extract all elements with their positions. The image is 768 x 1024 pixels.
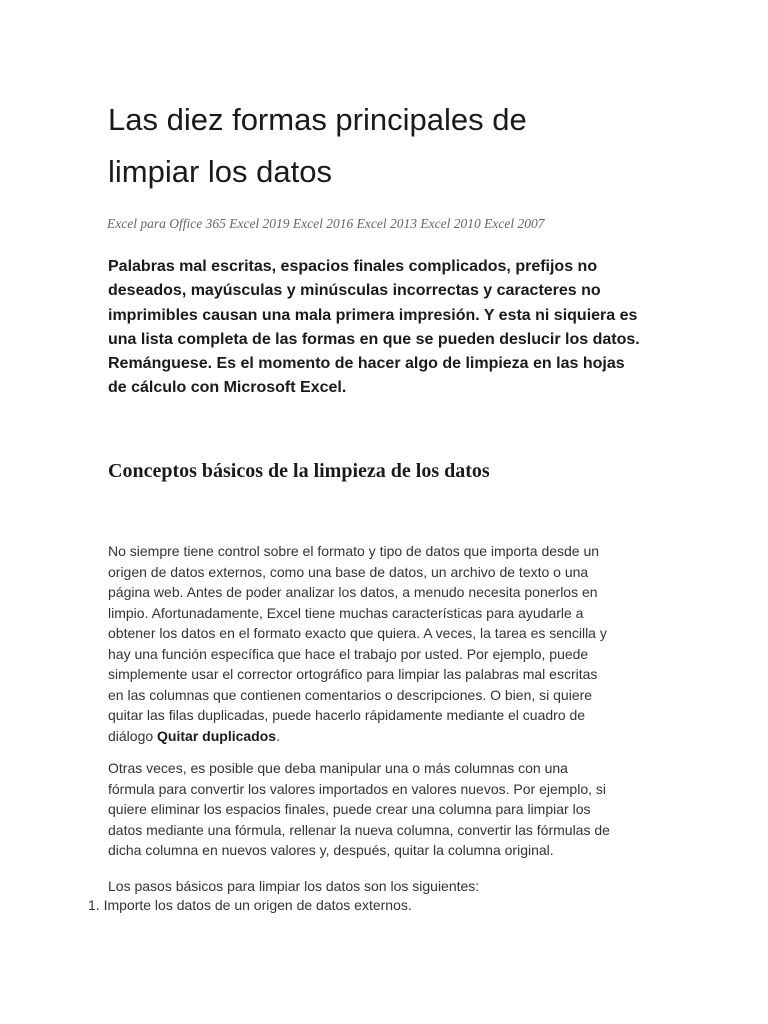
paragraph-line: quiere eliminar los espacios finales, puede crear una columna para limpiar los	[108, 801, 591, 817]
intro-line: de cálculo con Microsoft Excel.	[108, 379, 347, 397]
paragraph-line: Otras veces, es posible que deba manipular una o más columnas con una	[108, 760, 568, 776]
title-line-2: limpiar los datos	[108, 154, 332, 189]
list-item-number: 1.	[88, 897, 100, 913]
paragraph-line: hay una función específica que hace el trabajo por usted. Por ejemplo, puede	[108, 645, 589, 662]
list-item-text: Importe los datos de un origen de datos externos.	[103, 897, 412, 913]
intro-line: una lista completa de las formas en que se pueden deslucir los datos.	[108, 330, 640, 348]
paragraph-line: página web. Antes de poder analizar los datos, a menudo necesita ponerlos en	[108, 584, 598, 600]
paragraph-line: quitar las filas duplicadas, puede hacerlo rápidamente mediante el cuadro de	[108, 707, 586, 723]
paragraph-line: datos mediante una fórmula, rellenar la nueva columna, convertir las fórmulas de	[108, 821, 610, 838]
intro-line: imprimibles causan una mala primera impresión. Y esta ni siquiera es	[108, 306, 638, 324]
list-item	[88, 895, 412, 915]
paragraph-line: limpio. Afortunadamente, Excel tiene muchas características para ayudarle a	[108, 604, 584, 621]
intro-line: Palabras mal escritas, espacios finales complicados, prefijos no	[108, 258, 598, 275]
paragraph-line: en las columnas que contienen comentarios o descripciones. O bien, si quiere	[108, 686, 593, 703]
ui-term-remove-duplicates: Quitar duplicados	[157, 727, 277, 744]
section-heading: Conceptos básicos de la limpieza de los datos	[108, 460, 490, 482]
intro-paragraph	[108, 255, 668, 401]
title-line-1: Las diez formas principales de	[108, 102, 527, 137]
body-paragraph-2	[108, 758, 668, 861]
paragraph-line: simplemente usar el corrector ortográfico para limpiar las palabras mal escritas	[108, 666, 598, 682]
paragraph-line-prefix: diálogo	[108, 727, 158, 744]
paragraph-line-suffix: .	[276, 727, 280, 744]
body-paragraph-1	[108, 541, 668, 746]
paragraph-line: No siempre tiene control sobre el formato y tipo de datos que importa desde un	[108, 543, 600, 559]
applies-to-versions: Excel para Office 365 Excel 2019 Excel 2016 Excel 2013 Excel 2010 Excel 2007	[107, 216, 545, 231]
paragraph-line: fórmula para convertir los valores importados en valores nuevos. Por ejemplo, si	[108, 780, 607, 797]
body-paragraph-3: Los pasos básicos para limpiar los datos son los siguientes:	[108, 878, 480, 894]
page-title	[108, 94, 668, 198]
paragraph-line: dicha columna en nuevos valores y, después, quitar la columna original.	[108, 842, 554, 858]
paragraph-line: obtener los datos en el formato exacto que quiera. A veces, la tarea es sencilla y	[108, 625, 607, 641]
steps-list	[88, 895, 412, 915]
intro-line: Remánguese. Es el momento de hacer algo de limpieza en las hojas	[108, 355, 625, 373]
intro-line: deseados, mayúsculas y minúsculas incorrectas y caracteres no	[108, 282, 601, 300]
paragraph-line: origen de datos externos, como una base de datos, un archivo de texto o una	[108, 563, 589, 580]
